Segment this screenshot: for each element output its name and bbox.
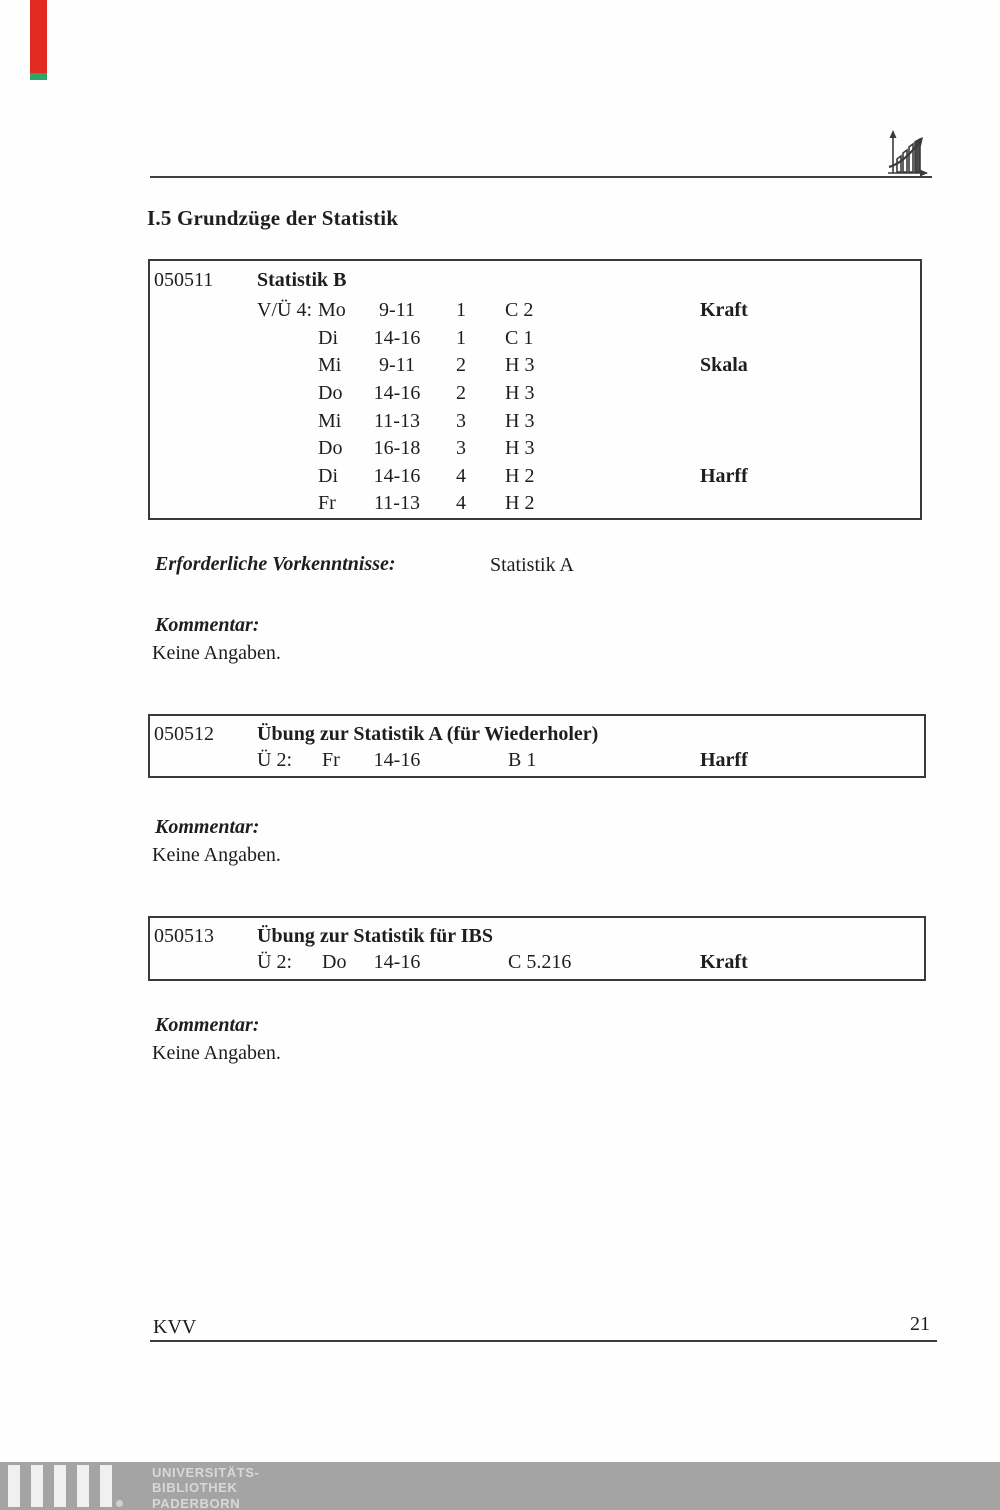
comment-value: Keine Angaben. bbox=[152, 642, 281, 664]
section-heading: I.5 Grundzüge der Statistik bbox=[147, 206, 399, 230]
session-type: Ü 2: bbox=[257, 951, 292, 973]
session-time: 11-13 bbox=[374, 410, 420, 432]
session-day: Mi bbox=[318, 354, 342, 376]
session-room: H 3 bbox=[505, 382, 535, 404]
session-day: Do bbox=[318, 437, 343, 459]
session-row bbox=[150, 465, 920, 491]
session-room: C 1 bbox=[505, 327, 534, 349]
comment-value: Keine Angaben. bbox=[152, 844, 281, 866]
session-group: 4 bbox=[456, 465, 466, 487]
session-day: Mo bbox=[318, 299, 346, 321]
page-number: 21 bbox=[910, 1313, 930, 1335]
course-header-row bbox=[150, 925, 924, 951]
statistics-chart-icon bbox=[884, 128, 930, 176]
session-room: C 2 bbox=[505, 299, 534, 321]
session-group: 3 bbox=[456, 437, 466, 459]
course-id: 050512 bbox=[154, 723, 214, 745]
session-group: 1 bbox=[456, 327, 466, 349]
session-lecturer: Kraft bbox=[700, 951, 748, 973]
session-day: Do bbox=[322, 951, 347, 973]
session-group: 2 bbox=[456, 382, 466, 404]
library-logo-bar bbox=[31, 1465, 43, 1507]
session-group: 1 bbox=[456, 299, 466, 321]
session-lecturer: Skala bbox=[700, 354, 748, 376]
prerequisites-label: Erforderliche Vorkenntnisse: bbox=[155, 553, 396, 575]
library-logo-bar bbox=[54, 1465, 66, 1507]
course-box-050512 bbox=[148, 714, 926, 778]
session-time: 14-16 bbox=[373, 465, 421, 487]
session-group: 4 bbox=[456, 492, 466, 514]
session-row bbox=[150, 382, 920, 408]
footer-rule bbox=[150, 1340, 937, 1342]
session-row bbox=[150, 437, 920, 463]
session-room: H 3 bbox=[505, 354, 535, 376]
session-time: 14-16 bbox=[373, 749, 421, 771]
session-lecturer: Harff bbox=[700, 749, 748, 771]
session-room: B 1 bbox=[508, 749, 537, 771]
session-day: Fr bbox=[318, 492, 336, 514]
session-time: 14-16 bbox=[373, 382, 421, 404]
comment-label: Kommentar: bbox=[155, 816, 260, 838]
course-title: Übung zur Statistik für IBS bbox=[257, 925, 493, 947]
session-row bbox=[150, 492, 920, 518]
library-logo-bar bbox=[100, 1465, 112, 1507]
scan-red-strip bbox=[30, 0, 47, 73]
session-room: C 5.216 bbox=[508, 951, 572, 973]
session-room: H 2 bbox=[505, 492, 535, 514]
session-row bbox=[150, 354, 920, 380]
course-header-row bbox=[150, 269, 920, 295]
course-id: 050511 bbox=[154, 269, 214, 291]
session-time: 9-11 bbox=[379, 299, 415, 321]
session-time: 11-13 bbox=[374, 492, 420, 514]
session-lecturer: Harff bbox=[700, 465, 748, 487]
session-group: 3 bbox=[456, 410, 466, 432]
comment-label: Kommentar: bbox=[155, 1014, 260, 1036]
session-row bbox=[150, 410, 920, 436]
library-logo-bar bbox=[77, 1465, 89, 1507]
session-lecturer: Kraft bbox=[700, 299, 748, 321]
session-day: Di bbox=[318, 465, 338, 487]
library-name-line1: UNIVERSITÄTS- bbox=[152, 1465, 260, 1480]
session-day: Di bbox=[318, 327, 338, 349]
course-box-050513 bbox=[148, 916, 926, 981]
library-name-line3: PADERBORN bbox=[152, 1495, 241, 1510]
course-box-050511 bbox=[148, 259, 922, 520]
session-time: 14-16 bbox=[373, 951, 421, 973]
session-time: 9-11 bbox=[379, 354, 415, 376]
prerequisites-value: Statistik A bbox=[490, 554, 574, 576]
session-room: H 2 bbox=[505, 465, 535, 487]
course-header-row bbox=[150, 723, 924, 749]
session-time: 16-18 bbox=[373, 437, 421, 459]
header-rule bbox=[150, 176, 932, 178]
session-type: V/Ü 4: bbox=[257, 299, 312, 321]
library-name bbox=[152, 1465, 259, 1510]
session-row bbox=[150, 951, 924, 977]
course-id: 050513 bbox=[154, 925, 214, 947]
library-logo-bar bbox=[8, 1465, 20, 1507]
comment-value: Keine Angaben. bbox=[152, 1042, 281, 1064]
course-title: Statistik B bbox=[257, 269, 347, 291]
session-room: H 3 bbox=[505, 437, 535, 459]
session-day: Do bbox=[318, 382, 343, 404]
comment-label: Kommentar: bbox=[155, 614, 260, 636]
scan-green-strip bbox=[30, 73, 47, 80]
session-row bbox=[150, 299, 920, 325]
session-time: 14-16 bbox=[373, 327, 421, 349]
session-room: H 3 bbox=[505, 410, 535, 432]
session-day: Fr bbox=[322, 749, 340, 771]
library-logo-dot bbox=[116, 1500, 123, 1507]
session-row bbox=[150, 327, 920, 353]
session-day: Mi bbox=[318, 410, 342, 432]
library-name-line2: BIBLIOTHEK bbox=[152, 1480, 238, 1496]
library-banner bbox=[0, 1462, 1000, 1510]
session-group: 2 bbox=[456, 354, 466, 376]
session-type: Ü 2: bbox=[257, 749, 292, 771]
footer-catalog-label: KVV bbox=[153, 1316, 197, 1338]
session-row bbox=[150, 749, 924, 775]
course-title: Übung zur Statistik A (für Wiederholer) bbox=[257, 723, 599, 745]
